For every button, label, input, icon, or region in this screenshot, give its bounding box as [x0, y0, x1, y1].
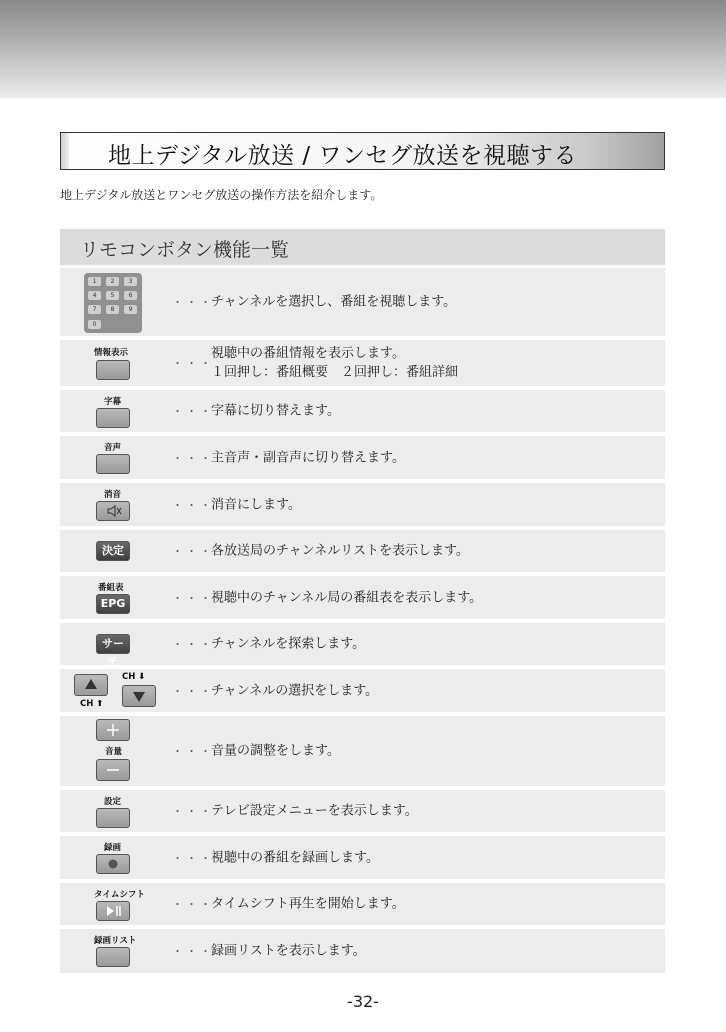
row-enter [60, 530, 665, 572]
section-title: リモコンボタン機能一覧 [80, 239, 290, 261]
button-label: 音量 [105, 747, 123, 757]
row-description: テレビ設定メニューを表示します。 [211, 803, 418, 819]
row-description: 視聴中のチャンネル局の番組表を表示します。 [211, 590, 483, 605]
key-5: 5 [106, 291, 119, 300]
row-description: チャンネルを選択し、番組を視聴します。 [211, 294, 457, 310]
row-description: 字幕に切り替えます。 [211, 403, 340, 419]
dots: ・・・ [172, 684, 214, 698]
record-dot-icon [97, 855, 129, 873]
row-mute [60, 483, 665, 526]
ch-down-label: CH ⬇ [122, 672, 146, 682]
mute-speaker-icon [97, 502, 129, 520]
dots: ・・・ [172, 451, 214, 465]
row-epg [60, 576, 665, 619]
row-description: 視聴中の番組情報を表示します。 １回押し：番組概要 ２回押し：番組詳細 [211, 346, 459, 380]
row-volume [60, 716, 665, 786]
key-6: 6 [124, 291, 137, 300]
dots: ・・・ [172, 851, 214, 865]
dots: ・・・ [172, 545, 214, 558]
dots: ・・・ [172, 945, 214, 958]
dots: ・・・ [172, 638, 214, 651]
row-description: チャンネルの選択をします。 [211, 683, 379, 698]
page-title-box [60, 132, 665, 170]
play-pause-icon [97, 902, 129, 920]
dots: ・・・ [172, 498, 214, 512]
plus-icon [97, 720, 129, 740]
row-info-display [60, 340, 665, 386]
dots: ・・・ [172, 745, 214, 758]
button-label: 録画 [104, 843, 122, 853]
row-record-list [60, 929, 665, 973]
timeshift-button-icon [96, 901, 130, 921]
dots: ・・・ [172, 296, 214, 309]
search-button-icon: サーチ [96, 634, 130, 654]
row-channel [60, 669, 665, 712]
audio-button-icon [96, 454, 130, 474]
button-label: 番組表 [98, 583, 124, 593]
button-label: タイムシフト [94, 890, 145, 900]
row-description: 消音にします。 [211, 497, 301, 512]
row-description: 主音声・副音声に切り替えます。 [211, 450, 405, 465]
row-subtitle [60, 390, 665, 432]
minus-icon [97, 760, 129, 780]
row-description: タイムシフト再生を開始します。 [211, 896, 405, 912]
row-description: 各放送局のチャンネルリストを表示します。 [211, 543, 469, 559]
number-keypad-icon [84, 273, 142, 333]
dots: ・・・ [172, 357, 214, 370]
button-label: 字幕 [104, 397, 122, 407]
subtitle-button-icon [96, 408, 130, 428]
top-gradient-band [0, 0, 726, 98]
row-timeshift [60, 883, 665, 925]
record-button-icon [96, 854, 130, 874]
info-button-icon [96, 360, 130, 380]
key-4: 4 [88, 291, 101, 300]
key-1: 1 [88, 277, 101, 286]
row-description: チャンネルを探索します。 [211, 636, 366, 652]
settings-button-icon [96, 808, 130, 828]
mute-button-icon [96, 501, 130, 521]
record-list-button-icon [96, 947, 130, 967]
row-audio [60, 436, 665, 479]
button-label: 情報表示 [94, 348, 129, 358]
key-7: 7 [88, 305, 101, 314]
key-0: 0 [88, 320, 101, 329]
title-accent-bar [61, 133, 69, 169]
button-label: 設定 [104, 797, 122, 807]
up-triangle-icon [75, 675, 107, 695]
row-record [60, 836, 665, 879]
section-header [60, 229, 665, 265]
page-number: -32- [347, 992, 379, 1011]
dots: ・・・ [172, 591, 214, 605]
key-2: 2 [106, 277, 119, 286]
row-search [60, 623, 665, 668]
volume-down-button-icon [96, 759, 130, 781]
row-description: 録画リストを表示します。 [211, 943, 366, 959]
button-label: 録画リスト [94, 936, 137, 946]
key-9: 9 [124, 305, 137, 314]
button-label: 消音 [104, 490, 122, 500]
ch-up-button-icon [74, 674, 108, 696]
button-label: 音声 [104, 443, 122, 453]
volume-up-button-icon [96, 719, 130, 741]
enter-button-icon: 決定 [96, 541, 130, 561]
row-description: 視聴中の番組を録画します。 [211, 850, 379, 865]
dots: ・・・ [172, 805, 214, 818]
epg-button-icon: EPG [96, 594, 130, 614]
row-description: 音量の調整をします。 [211, 743, 340, 759]
row-number-keys [60, 268, 665, 336]
dots: ・・・ [172, 898, 214, 911]
key-3: 3 [124, 277, 137, 286]
row-settings [60, 790, 665, 832]
ch-up-label: CH ⬆ [80, 699, 104, 709]
dots: ・・・ [172, 405, 214, 418]
ch-down-button-icon [122, 685, 156, 707]
page-title: 地上デジタル放送 / ワンセグ放送を視聴する [108, 143, 577, 169]
down-triangle-icon [123, 686, 155, 706]
key-8: 8 [106, 305, 119, 314]
remote-button-list [60, 268, 665, 977]
intro-text: 地上デジタル放送とワンセグ放送の操作方法を紹介します。 [60, 188, 383, 202]
